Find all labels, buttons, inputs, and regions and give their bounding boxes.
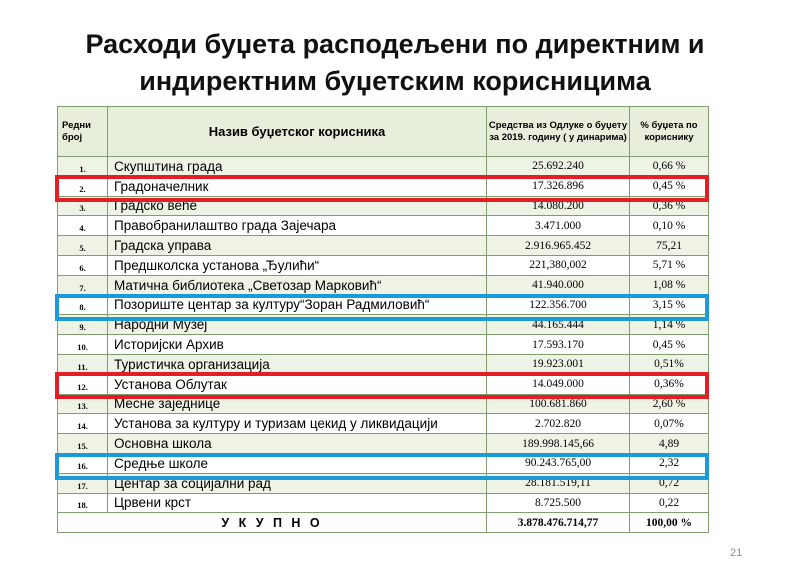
header-number: Редни број — [58, 107, 108, 157]
header-percent: % буџета по кориснику — [630, 107, 709, 157]
table-row — [58, 196, 709, 216]
budget-table — [57, 106, 709, 533]
row-amount: 100.681.860 — [487, 394, 630, 414]
table-body — [58, 157, 709, 533]
total-label: У К У П Н О — [58, 513, 487, 533]
row-name: Основна школа — [108, 434, 487, 454]
table-row — [58, 255, 709, 275]
row-name: Установа за културу и туризам цекид у ликвидацији — [108, 414, 487, 434]
row-name: Градска управа — [108, 236, 487, 256]
row-amount: 2.702.820 — [487, 414, 630, 434]
table-row — [58, 315, 709, 335]
row-amount: 19.923.001 — [487, 354, 630, 374]
row-amount: 8.725.500 — [487, 493, 630, 513]
row-number: 10. — [58, 335, 108, 355]
row-percent: 2,32 — [630, 453, 709, 473]
row-number: 2. — [58, 176, 108, 196]
row-name: Предшколска установа „Ђулићи“ — [108, 255, 487, 275]
row-number: 18. — [58, 493, 108, 513]
row-number: 5. — [58, 236, 108, 256]
slide-title-line-1: Расходи буџета расподељени по директним и — [85, 29, 705, 59]
row-percent: 1,08 % — [630, 275, 709, 295]
row-name: Месне заједнице — [108, 394, 487, 414]
row-name: Установа Облутак — [108, 374, 487, 394]
total-percent: 100,00 % — [630, 513, 709, 533]
row-number: 15. — [58, 434, 108, 454]
row-amount: 14.080.200 — [487, 196, 630, 216]
row-amount: 3.471.000 — [487, 216, 630, 236]
header-name: Назив буџетског корисника — [108, 107, 487, 157]
row-percent: 75,21 — [630, 236, 709, 256]
row-name: Центар за социјални рад — [108, 473, 487, 493]
row-percent: 1,14 % — [630, 315, 709, 335]
row-number: 1. — [58, 157, 108, 177]
row-amount: 90.243.765,00 — [487, 453, 630, 473]
row-name: Градоначелник — [108, 176, 487, 196]
row-percent: 0,72 — [630, 473, 709, 493]
row-number: 12. — [58, 374, 108, 394]
table-row — [58, 216, 709, 236]
row-name: Историјски Архив — [108, 335, 487, 355]
header-amount: Средства из Одлуке о буџету за 2019. годину ( у динарима) — [487, 107, 630, 157]
table-row — [58, 354, 709, 374]
row-percent: 4,89 — [630, 434, 709, 454]
table-row — [58, 374, 709, 394]
slide-title-line-2: индиректним буџетским корисницима — [139, 66, 651, 96]
row-number: 14. — [58, 414, 108, 434]
row-amount: 2.916.965.452 — [487, 236, 630, 256]
table-row — [58, 493, 709, 513]
page-number: 21 — [730, 547, 743, 559]
row-amount: 28.181.519,11 — [487, 473, 630, 493]
row-number: 9. — [58, 315, 108, 335]
row-percent: 0,66 % — [630, 157, 709, 177]
table-row — [58, 335, 709, 355]
row-number: 11. — [58, 354, 108, 374]
slide-title — [0, 26, 790, 100]
row-number: 6. — [58, 255, 108, 275]
table-row — [58, 394, 709, 414]
row-amount: 44.165.444 — [487, 315, 630, 335]
row-name: Градско веће — [108, 196, 487, 216]
row-name: Црвени крст — [108, 493, 487, 513]
row-amount: 41.940.000 — [487, 275, 630, 295]
row-number: 16. — [58, 453, 108, 473]
row-number: 7. — [58, 275, 108, 295]
row-number: 13. — [58, 394, 108, 414]
row-name: Матична библиотека „Светозар Марковић“ — [108, 275, 487, 295]
table-row — [58, 473, 709, 493]
row-percent: 0,22 — [630, 493, 709, 513]
row-number: 8. — [58, 295, 108, 315]
row-number: 3. — [58, 196, 108, 216]
table-row — [58, 434, 709, 454]
row-percent: 5,71 % — [630, 255, 709, 275]
table-row — [58, 453, 709, 473]
table-total-row — [58, 513, 709, 533]
row-amount: 221,380,002 — [487, 255, 630, 275]
row-percent: 0,10 % — [630, 216, 709, 236]
row-percent: 3,15 % — [630, 295, 709, 315]
row-percent: 0,36 % — [630, 196, 709, 216]
row-percent: 0,45 % — [630, 335, 709, 355]
row-name: Средње школе — [108, 453, 487, 473]
table-row — [58, 295, 709, 315]
row-amount: 122.356.700 — [487, 295, 630, 315]
row-percent: 0,36% — [630, 374, 709, 394]
table-row — [58, 176, 709, 196]
row-name: Позориште центар за културу“Зоран Радмиловић“ — [108, 295, 487, 315]
table-header-row — [58, 107, 709, 157]
total-amount: 3.878.476.714,77 — [487, 513, 630, 533]
row-name: Народни Музеј — [108, 315, 487, 335]
row-name: Туристичка организација — [108, 354, 487, 374]
table-row — [58, 236, 709, 256]
row-percent: 2,60 % — [630, 394, 709, 414]
row-percent: 0,51% — [630, 354, 709, 374]
table-row — [58, 275, 709, 295]
row-amount: 17.593.170 — [487, 335, 630, 355]
row-amount: 17.326.896 — [487, 176, 630, 196]
row-amount: 25.692.240 — [487, 157, 630, 177]
row-number: 4. — [58, 216, 108, 236]
table-row — [58, 414, 709, 434]
row-percent: 0,07% — [630, 414, 709, 434]
row-amount: 189.998.145,66 — [487, 434, 630, 454]
table-row — [58, 157, 709, 177]
row-name: Скупштина града — [108, 157, 487, 177]
row-percent: 0,45 % — [630, 176, 709, 196]
row-amount: 14.049.000 — [487, 374, 630, 394]
row-name: Правобранилаштво града Зајечара — [108, 216, 487, 236]
row-number: 17. — [58, 473, 108, 493]
